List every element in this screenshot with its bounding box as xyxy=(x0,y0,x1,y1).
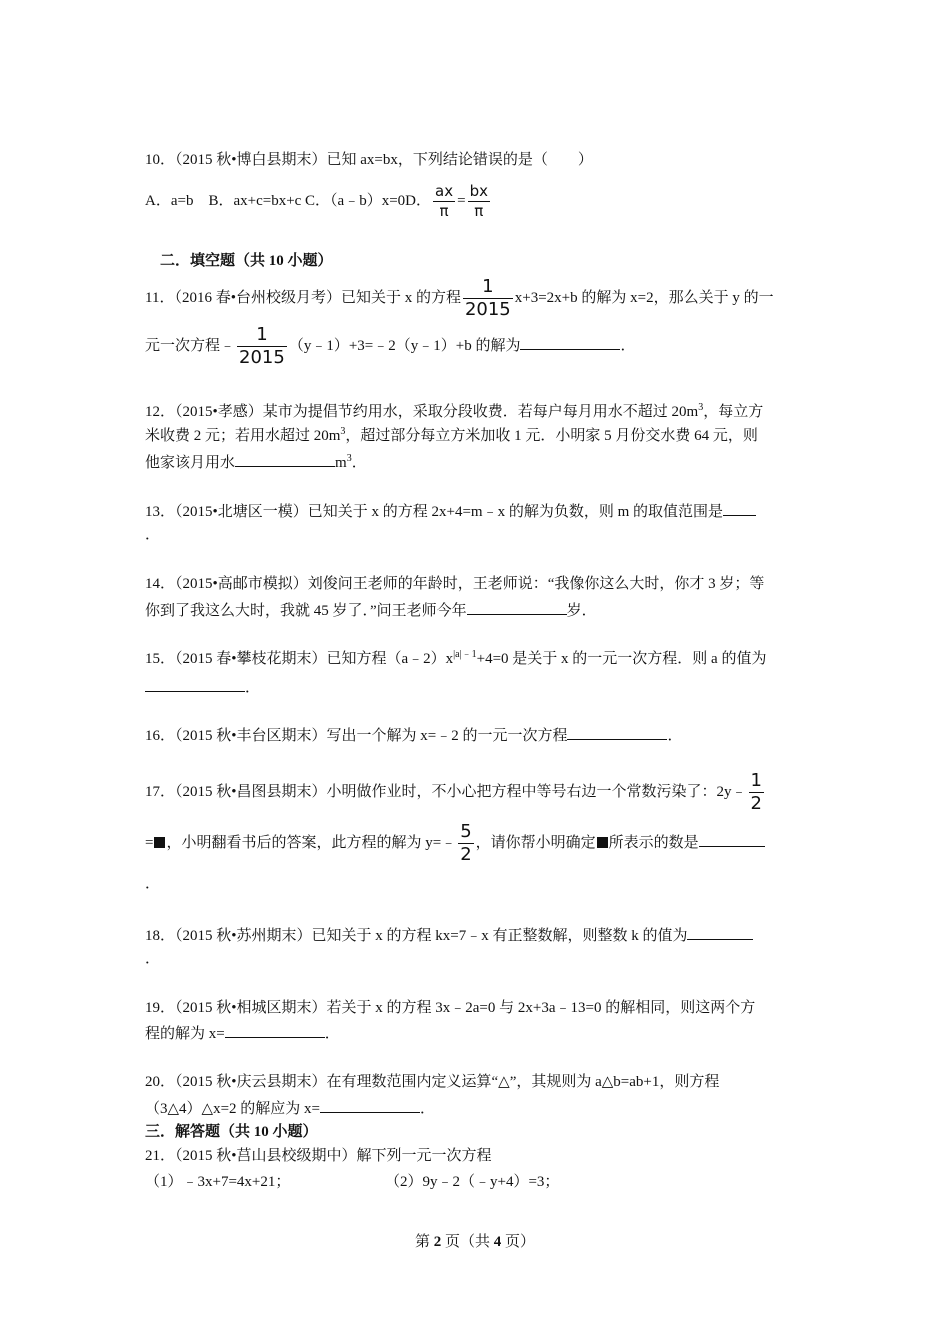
answer-blank[interactable] xyxy=(225,1022,325,1038)
answer-blank[interactable] xyxy=(320,1097,420,1113)
question-12-line-1: 12．（2015•孝感）某市为提倡节约用水，采取分段收费．若每户每月用水不超过 $20m^3$，每立方 xyxy=(145,402,764,420)
question-13-line-2: ． xyxy=(145,527,161,543)
question-10-stem: 10．（2015 秋•博白县期末）已知 ax=bx，下列结论错误的是（ ） xyxy=(145,152,593,168)
question-10-options-text: A．a=b B．ax+c=bx+c C．（a﹣b）x=0D． xyxy=(145,193,432,209)
question-19-line-1: 19．（2015 秋•相城区期末）若关于 x 的方程 3x﹣2a=0 与 2x+3a﹣13=0 的解相同，则这两个方 xyxy=(145,1000,756,1016)
fraction-1-over-2015: $\frac{1}{2015}$ xyxy=(239,324,285,369)
question-20-line-1: 20．（2015 秋•庆云县期末）在有理数范围内定义运算“△”，其规则为 a△b=ab+1，则方程 xyxy=(145,1074,720,1090)
answer-blank[interactable] xyxy=(567,724,667,740)
question-18-line-2: ． xyxy=(145,951,161,967)
question-14-line-1: 14．（2015•高邮市模拟）刘俊问王老师的年龄时，王老师说：“我像你这么大时，你才 3 岁；等 xyxy=(145,576,765,592)
question-13-line-1: 13．（2015•北塘区一模）已知关于 x 的方程 2x+4=m﹣x 的解为负数，则 m 的取值范围是 xyxy=(145,500,756,522)
question-19-line-2: 程的解为 x= ． xyxy=(145,1022,340,1044)
question-11-line-1: 11．（2016 春•台州校级月考）已知关于 x 的方程 $\frac{1}{2015}$ x+3=2x+b 的解为 x=2，那么关于 y 的一 xyxy=(145,276,774,321)
question-12-line-2: 米收费 2 元；若用水超过 $20m^3$，超过部分每立方米加收 1 元．小明家 5 月份交水费 64 元，则 xyxy=(145,426,758,444)
answer-blank[interactable] xyxy=(145,676,245,692)
question-12-line-3: 他家该月用水 $m^3$． xyxy=(145,453,367,471)
answer-blank[interactable] xyxy=(520,334,620,350)
fraction-1-over-2: $\frac{1}{2}$ xyxy=(750,770,762,815)
question-17-line-3: ． xyxy=(145,876,161,892)
answer-blank[interactable] xyxy=(467,599,567,615)
page-footer: 第 2 页（共 4 页） xyxy=(414,1234,536,1250)
section-3-heading: 三．解答题（共 10 小题） xyxy=(145,1124,318,1140)
black-square-icon xyxy=(154,837,165,848)
answer-blank[interactable] xyxy=(699,831,765,847)
fraction-ax-over-pi: $\frac{ax}{\pi}$ xyxy=(435,182,454,221)
question-10-options xyxy=(145,182,492,220)
total-pages: 4 xyxy=(493,1234,502,1250)
question-17-line-2: = ，小明翻看书后的答案，此方程的解为 y=﹣ $\frac{5}{2}$ ，请你帮小明确定 所表示的数是 xyxy=(145,823,765,864)
question-11-line-2: 元一次方程﹣ $\frac{1}{2015}$ （y﹣1）+3=﹣2（y﹣1）+b 的解为 ． xyxy=(145,324,636,369)
equals-sign: = xyxy=(457,193,466,209)
answer-blank[interactable] xyxy=(235,451,335,467)
question-15-line-2: ． xyxy=(145,676,260,698)
current-page-number: 2 xyxy=(433,1234,442,1250)
fraction-5-over-2: $\frac{5}{2}$ xyxy=(460,821,472,866)
section-2-heading: 二．填空题（共 10 小题） xyxy=(160,253,333,269)
question-21-stem: 21．（2015 秋•莒山县校级期中）解下列一元一次方程 xyxy=(145,1148,492,1164)
question-16-line-1: 16．（2015 秋•丰台区期末）写出一个解为 x=﹣2 的一元一次方程 ． xyxy=(145,724,682,746)
question-20-line-2: （3△4）△x=2 的解应为 x= ． xyxy=(145,1097,435,1119)
question-18-line-1: 18．（2015 秋•苏州期末）已知关于 x 的方程 kx=7﹣x 有正整数解，则整数 k 的值为 xyxy=(145,924,753,946)
fraction-bx-over-pi: $\frac{bx}{\pi}$ xyxy=(469,182,488,221)
question-21-part-1: （1）﹣3x+7=4x+21； xyxy=(145,1174,291,1190)
question-14-line-2: 你到了我这么大时，我就 45 岁了．”问王老师今年 岁． xyxy=(145,599,597,621)
answer-blank[interactable] xyxy=(687,924,753,940)
question-15-line-1: 15．（2015 春•攀枝花期末）已知方程$(a﹣2)x^{|a|﹣1}+4=0$ 是关于 x 的一元一次方程．则 a 的值为 xyxy=(145,649,767,667)
fraction-1-over-2015: $\frac{1}{2015}$ xyxy=(464,276,511,321)
black-square-icon xyxy=(597,837,608,848)
question-17-line-1: 17．（2015 秋•昌图县期末）小明做作业时，不小心把方程中等号右边一个常数污染了：2y﹣ $\frac{1}{2}$ xyxy=(145,770,762,815)
exponent: |a|﹣1 xyxy=(453,649,477,660)
question-21-part-2: （2）9y﹣2（﹣y+4）=3； xyxy=(385,1174,560,1190)
answer-blank[interactable] xyxy=(723,500,756,516)
